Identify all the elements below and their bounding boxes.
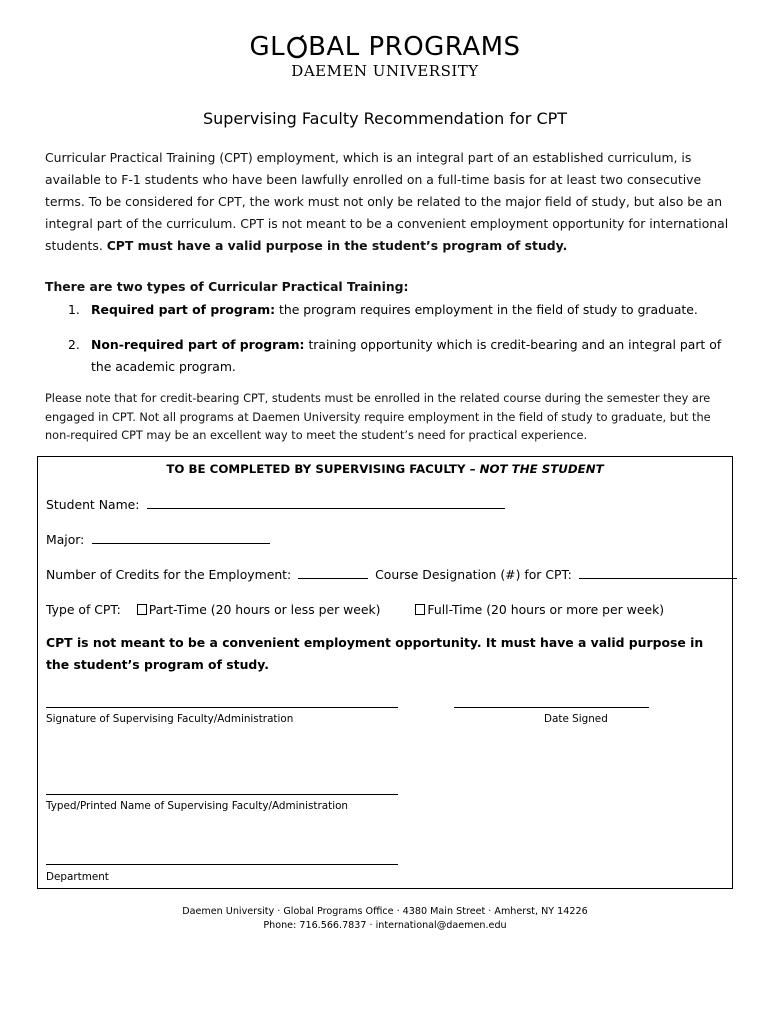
- footer-address: Daemen University · Global Programs Office · 4380 Main Street · Amherst, NY 14226: [182, 906, 588, 917]
- list-item-text: the program requires employment in the field of study to graduate.: [275, 302, 698, 317]
- printed-name-field[interactable]: [46, 794, 398, 795]
- footer: [0, 905, 770, 933]
- logo-text-left: GL: [249, 32, 286, 62]
- signature-caption: Signature of Supervising Faculty/Administration: [46, 713, 294, 725]
- footer-contact: Phone: 716.566.7837 · international@daemen.edu: [263, 920, 507, 931]
- cpt-types-heading: There are two types of Curricular Practical Training:: [45, 279, 409, 294]
- full-time-checkbox[interactable]: [415, 604, 425, 615]
- part-time-checkbox[interactable]: [137, 604, 147, 615]
- credit-note: Please note that for credit-bearing CPT, students must be enrolled in the related course during the semester they are engaged in CPT. Not all programs at Daemen University require employment in the field of study to graduate, but the non-required CPT may be an excellent way to meet the student’s need for practical experience.: [45, 392, 711, 443]
- list-item: [69, 334, 729, 378]
- list-number: 2.: [68, 337, 80, 352]
- credits-label: Number of Credits for the Employment:: [46, 567, 292, 582]
- page-title: Supervising Faculty Recommendation for CPT: [202, 109, 568, 128]
- cpt-type-row: [46, 602, 664, 617]
- course-designation-field[interactable]: [579, 566, 737, 579]
- intro-text: Curricular Practical Training (CPT) employment, which is an integral part of an established curriculum, is available to F-1 students who have been lawfully enrolled on a full-time basis for at least two consecutive terms. To be considered for CPT, the work must not only be related to the major field of study, but also be an integral part of the curriculum. CPT is not meant to be a convenient employment opportunity for international students.: [45, 150, 729, 253]
- student-name-label: Student Name:: [46, 497, 140, 512]
- list-item-text: training opportunity which is credit-bearing and an integral part of the academic program.: [91, 337, 722, 374]
- list-item-label: Required part of program:: [91, 302, 276, 317]
- form-heading: [38, 462, 732, 476]
- major-label: Major:: [46, 532, 85, 547]
- intro-bold-text: CPT must have a valid purpose in the student’s program of study.: [106, 238, 568, 253]
- part-time-label: Part-Time (20 hours or less per week): [148, 602, 381, 617]
- student-name-row: [46, 496, 505, 512]
- credits-row: [46, 566, 737, 582]
- signature-field[interactable]: [46, 707, 398, 708]
- valid-purpose-warning: CPT is not meant to be a convenient employment opportunity. It must have a valid purpose in the student’s program of study.: [46, 635, 704, 672]
- major-field[interactable]: [92, 531, 270, 544]
- major-row: [46, 531, 270, 547]
- form-heading-main: TO BE COMPLETED BY SUPERVISING FACULTY –: [166, 462, 480, 476]
- logo-subtitle: DAEMEN UNIVERSITY: [291, 62, 479, 80]
- list-item: [69, 299, 729, 321]
- department-field[interactable]: [46, 864, 398, 865]
- logo-text-right: BAL PROGRAMS: [308, 32, 521, 62]
- department-caption: Department: [46, 871, 109, 883]
- credits-field[interactable]: [298, 566, 368, 579]
- student-name-field[interactable]: [147, 496, 505, 509]
- date-signed-caption: Date Signed: [544, 713, 608, 725]
- date-signed-field[interactable]: [454, 707, 649, 708]
- globe-o-icon: [286, 35, 308, 59]
- faculty-form-box: [37, 456, 733, 889]
- intro-paragraph: [45, 147, 735, 257]
- logo-wordmark: [249, 30, 520, 64]
- list-number: 1.: [68, 302, 80, 317]
- cpt-type-label: Type of CPT:: [46, 602, 121, 617]
- course-label: Course Designation (#) for CPT:: [375, 567, 572, 582]
- full-time-label: Full-Time (20 hours or more per week): [427, 602, 665, 617]
- list-item-label: Non-required part of program:: [91, 337, 305, 352]
- global-programs-logo: [0, 30, 770, 80]
- form-heading-italic: NOT THE STUDENT: [479, 462, 604, 476]
- printed-name-caption: Typed/Printed Name of Supervising Faculty/Administration: [46, 800, 349, 812]
